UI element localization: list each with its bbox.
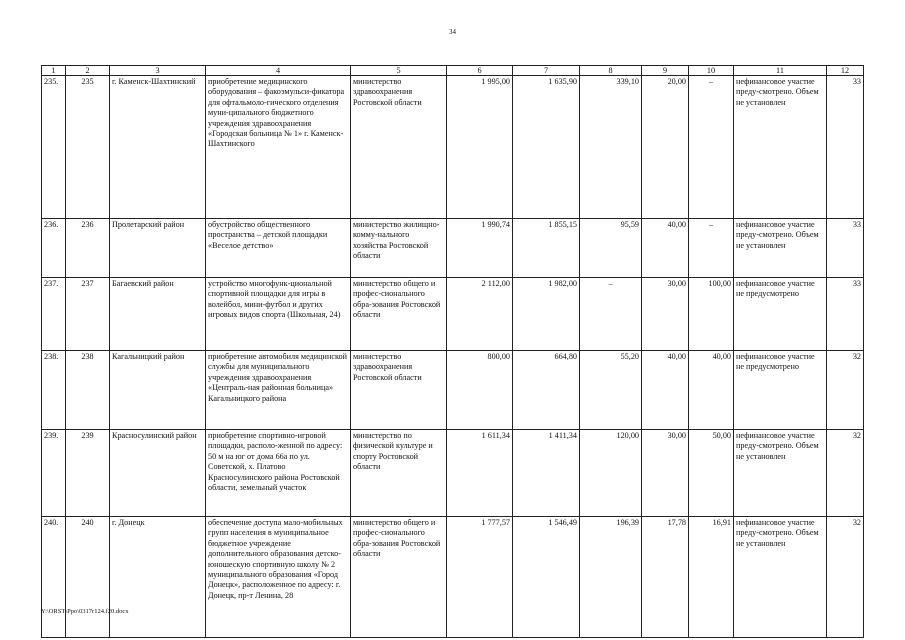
value-col9: 20,00 [642, 76, 689, 219]
row-number: 239. [42, 430, 66, 517]
municipality: г. Каменск-Шахтинский [110, 76, 206, 219]
column-header: 3 [110, 66, 206, 76]
table-row [42, 430, 864, 517]
value-col8: 120,00 [580, 430, 642, 517]
value-col12: 33 [827, 219, 864, 278]
municipality: Красносулинский район [110, 430, 206, 517]
participation-note: нефинансовое участие преду-смотрено. Объем не установлен [734, 430, 827, 517]
row-index: 240 [66, 517, 110, 638]
column-header-row [42, 66, 864, 76]
table-row [42, 517, 864, 638]
value-col7: 1 411,34 [513, 430, 580, 517]
value-col6: 1 990,74 [447, 219, 513, 278]
footer-file-path: Y:\ORST\Ppo\0317r124.f20.docx [41, 608, 129, 615]
column-header: 10 [689, 66, 734, 76]
table-row [42, 351, 864, 430]
value-col6: 1 995,00 [447, 76, 513, 219]
column-header: 8 [580, 66, 642, 76]
ministry: министерство жилищно-комму-нального хозяйства Ростовской области [351, 219, 447, 278]
column-header: 9 [642, 66, 689, 76]
table-row [42, 76, 864, 219]
row-number: 235. [42, 76, 66, 219]
value-col8: 55,20 [580, 351, 642, 430]
column-header: 11 [734, 66, 827, 76]
value-col12: 32 [827, 430, 864, 517]
value-col7: 1 982,00 [513, 278, 580, 351]
municipality: Пролетарский район [110, 219, 206, 278]
participation-note: нефинансовое участие преду-смотрено. Объем не установлен [734, 219, 827, 278]
ministry: министерство здравоохранения Ростовской области [351, 351, 447, 430]
value-col6: 1 777,57 [447, 517, 513, 638]
ministry: министерство здравоохранения Ростовской области [351, 76, 447, 219]
column-header: 4 [206, 66, 351, 76]
participation-note: нефинансовое участие не предусмотрено [734, 278, 827, 351]
column-header: 1 [42, 66, 66, 76]
ministry: министерство по физической культуре и спорту Ростовской области [351, 430, 447, 517]
row-number: 237. [42, 278, 66, 351]
row-index: 238 [66, 351, 110, 430]
column-header: 2 [66, 66, 110, 76]
row-index: 237 [66, 278, 110, 351]
ministry: министерство общего и профес-сионального обра-зования Ростовской области [351, 278, 447, 351]
row-index: 236 [66, 219, 110, 278]
value-col8: – [580, 278, 642, 351]
value-col10: 100,00 [689, 278, 734, 351]
row-index: 239 [66, 430, 110, 517]
value-col9: 17,78 [642, 517, 689, 638]
value-col6: 800,00 [447, 351, 513, 430]
value-col9: 40,00 [642, 219, 689, 278]
ministry: министерство общего и профес-сионального обра-зования Ростовской области [351, 517, 447, 638]
participation-note: нефинансовое участие не предусмотрено [734, 351, 827, 430]
municipality: Багаевский район [110, 278, 206, 351]
value-col10: – [689, 219, 734, 278]
column-header: 6 [447, 66, 513, 76]
value-col7: 1 546,49 [513, 517, 580, 638]
column-header: 12 [827, 66, 864, 76]
project-description: устройство многофунк-циональной спортивной площадки для игры в волейбол, мини-футбол и других игровых видов спорта (Школьная, 24) [206, 278, 351, 351]
value-col9: 30,00 [642, 278, 689, 351]
project-description: приобретение автомобиля медицинской службы для муниципального учреждения здравоохранения «Централь-ная районная больница» Кагальницкого района [206, 351, 351, 430]
column-header: 7 [513, 66, 580, 76]
value-col12: 32 [827, 517, 864, 638]
value-col12: 32 [827, 351, 864, 430]
table-row [42, 219, 864, 278]
row-number: 238. [42, 351, 66, 430]
value-col9: 40,00 [642, 351, 689, 430]
table-row [42, 278, 864, 351]
value-col8: 95,59 [580, 219, 642, 278]
row-number: 236. [42, 219, 66, 278]
value-col6: 2 112,00 [447, 278, 513, 351]
value-col10: 16,91 [689, 517, 734, 638]
value-col7: 664,80 [513, 351, 580, 430]
value-col7: 1 635,90 [513, 76, 580, 219]
value-col6: 1 611,34 [447, 430, 513, 517]
participation-note: нефинансовое участие преду-смотрено. Объем не установлен [734, 76, 827, 219]
value-col7: 1 855,15 [513, 219, 580, 278]
value-col8: 339,10 [580, 76, 642, 219]
value-col10: – [689, 76, 734, 219]
column-header: 5 [351, 66, 447, 76]
municipality: г. Донецк [110, 517, 206, 638]
project-description: приобретение медицинского оборудования – факоэмульси-фикатора для офтальмоло-гического отделения муни-ципального бюджетного учреждения здравоохранения «Городская больница № 1» г. Каменск-Шахтинского [206, 76, 351, 219]
value-col9: 30,00 [642, 430, 689, 517]
project-description: обустройство общественного пространства – детской площадки «Веселое детство» [206, 219, 351, 278]
row-number: 240. [42, 517, 66, 638]
participation-note: нефинансовое участие преду-смотрено. Объем не установлен [734, 517, 827, 638]
program-table [41, 65, 864, 638]
value-col12: 33 [827, 278, 864, 351]
row-index: 235 [66, 76, 110, 219]
project-description: приобретение спортивно-игровой площадки, располо-женной по адресу: 50 м на юг от дома 66а по ул. Советской, х. Платово Красносулинского района Ростовской области, земельный участок [206, 430, 351, 517]
value-col8: 196,39 [580, 517, 642, 638]
page-number: 34 [449, 28, 456, 36]
municipality: Кагальницкий район [110, 351, 206, 430]
value-col10: 50,00 [689, 430, 734, 517]
value-col12: 33 [827, 76, 864, 219]
project-description: обеспечение доступа мало-мобильных групп населения в муниципальное бюджетное учреждение дополнительного образования детско-юношескую спортивную школу № 2 муниципального образования «Город Донецк», расположенное по адресу: г. Донецк, пр-т Ленина, 28 [206, 517, 351, 638]
value-col10: 40,00 [689, 351, 734, 430]
